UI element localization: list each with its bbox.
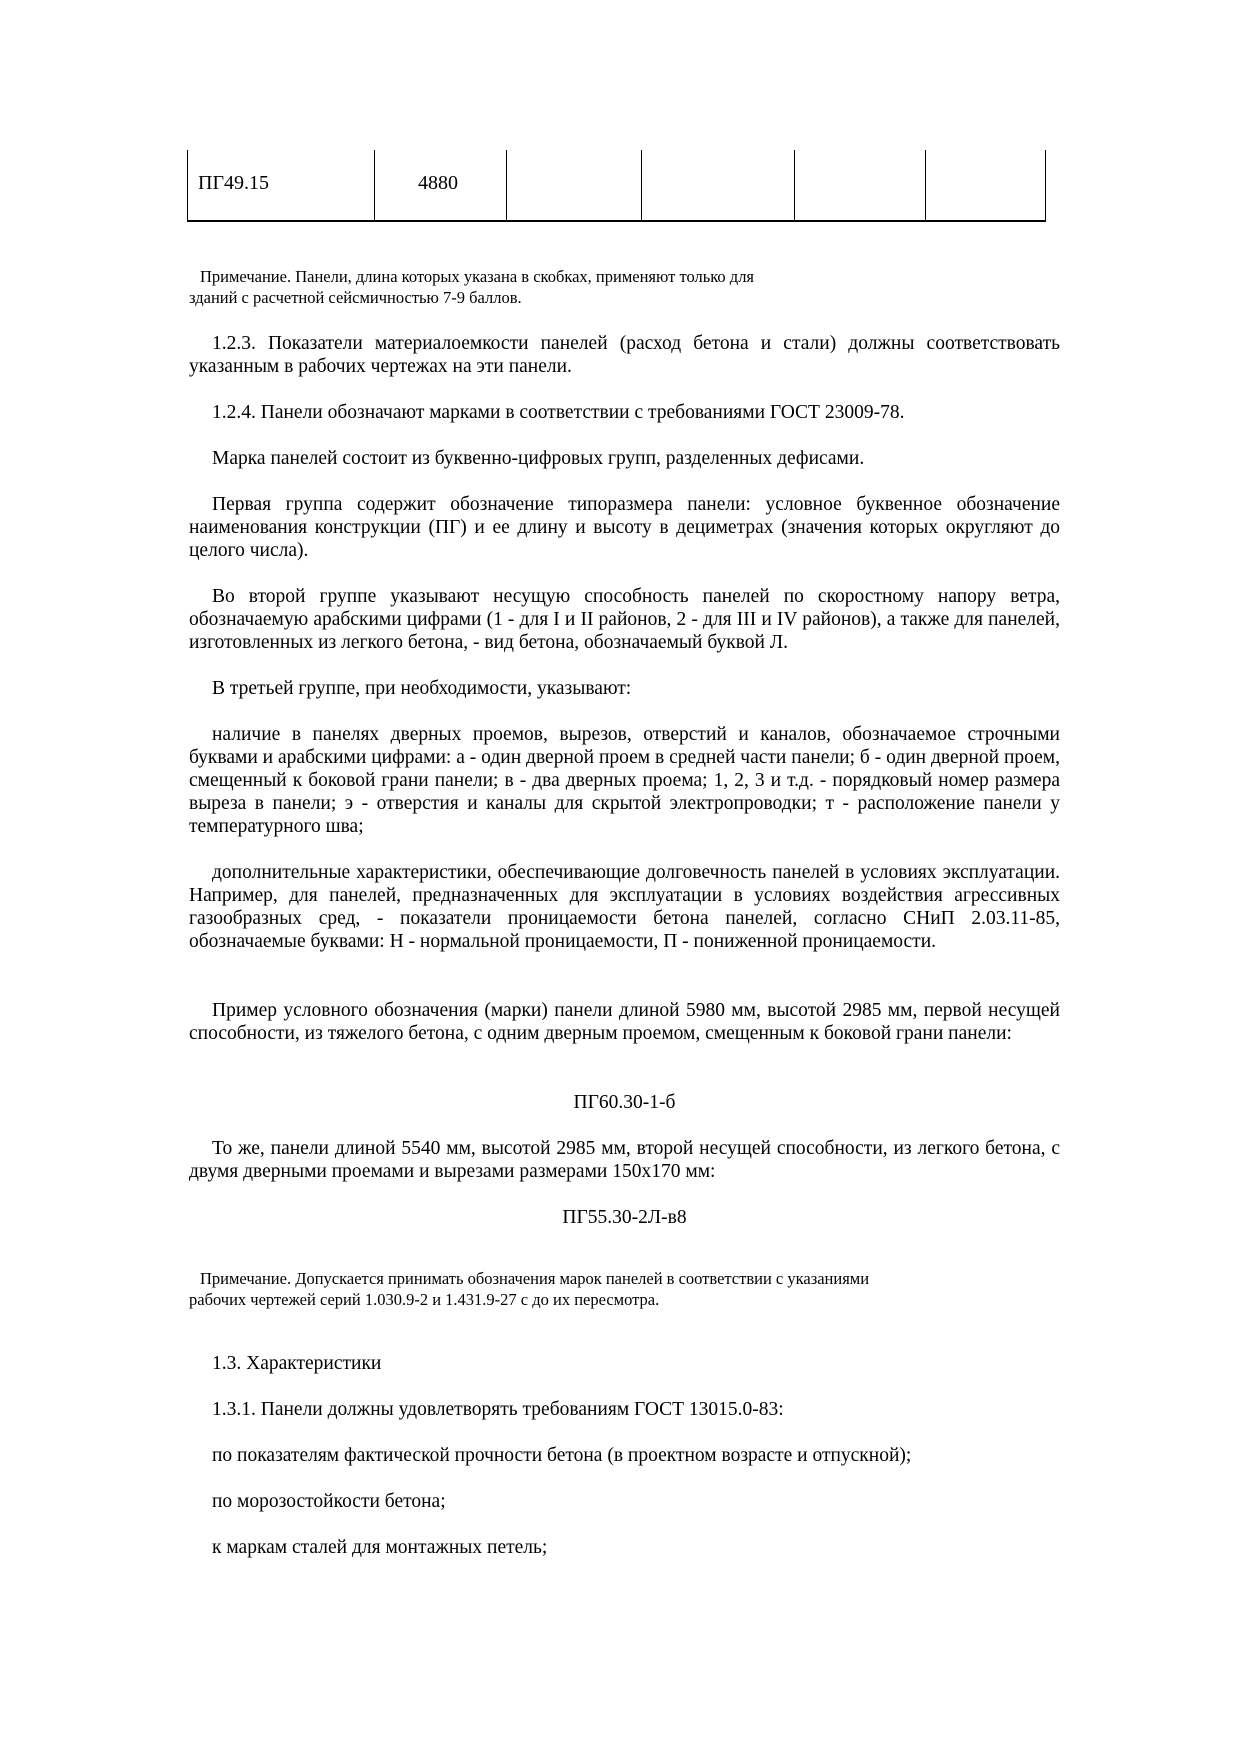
note-line: зданий с расчетной сейсмичностью 7-9 баллов.	[189, 288, 522, 307]
paragraph-mark-structure: Марка панелей состоит из буквенно-цифровых групп, разделенных дефисами.	[212, 448, 865, 469]
table-cell-empty	[507, 150, 642, 221]
paragraph-1-2-3: 1.2.3. Показатели материалоемкости панелей (расход бетона и стали) должны соответствовать указанным в рабочих чертежах на эти панели.	[189, 333, 1060, 377]
list-item-steel: к маркам сталей для монтажных петель;	[212, 1537, 548, 1558]
note-line: рабочих чертежей серий 1.030.9-2 и 1.431.9-27 с до их пересмотра.	[189, 1290, 660, 1309]
paragraph-first-group: Первая группа содержит обозначение типоразмера панели: условное буквенное обозначение наименования конструкции (ПГ) и ее длину и высоту в дециметрах (значения которых округляют до целого числа).	[189, 494, 1060, 561]
paragraph-openings: наличие в панелях дверных проемов, вырезов, отверстий и каналов, обозначаемое строчными буквами и арабскими цифрами: а - один дверной проем в средней части панели; б - один дверной проем, смещенный к боковой грани панели; в - два дверных проема; 1, 2, 3 и т.д. - порядковый номер размера выреза в панели; э - отверстия и каналы для скрытой электропроводки; т - расположение панели у температурного шва;	[189, 724, 1060, 837]
list-item-strength: по показателям фактической прочности бетона (в проектном возрасте и отпускной);	[212, 1445, 912, 1466]
note-line: Примечание. Допускается принимать обозначения марок панелей в соответствии с указаниями	[200, 1269, 870, 1288]
cell-text-mark: ПГ49.15	[198, 172, 270, 194]
table-cell-empty	[926, 150, 1046, 221]
paragraph-second-group: Во второй группе указывают несущую способность панелей по скоростному напору ветра, обозначаемую арабскими цифрами (1 - для I и II районов, 2 - для III и IV районов), а также для панелей, изготовленных из легкого бетона, - вид бетона, обозначаемый буквой Л.	[189, 586, 1060, 653]
note-seismic	[189, 266, 754, 308]
table-cell-length	[375, 150, 507, 221]
table-cell-mark	[188, 150, 375, 221]
note-line: Примечание. Панели, длина которых указана в скобках, применяют только для	[200, 267, 755, 286]
section-heading: 1.3. Характеристики	[212, 1353, 382, 1374]
cell-text-length: 4880	[418, 172, 458, 194]
mark-example-2: ПГ55.30-2Л-в8	[562, 1207, 687, 1228]
panel-table-fragment	[187, 150, 1046, 222]
paragraph-additional: дополнительные характеристики, обеспечивающие долговечность панелей в условиях эксплуатации. Например, для панелей, предназначенных для эксплуатации в условиях воздействия агрессивных газообразных сред, - показатели проницаемости бетона панелей, согласно СНиП 2.03.11-85, обозначаемые буквами: Н - нормальной проницаемости, П - пониженной проницаемости.	[189, 862, 1060, 952]
table-cell-empty	[642, 150, 795, 221]
paragraph-same: То же, панели длиной 5540 мм, высотой 2985 мм, второй несущей способности, из легкого бетона, с двумя дверными проемами и вырезами размерами 150х170 мм:	[189, 1138, 1060, 1182]
mark-example-1: ПГ60.30-1-б	[573, 1092, 676, 1113]
paragraph-1-3-1: 1.3.1. Панели должны удовлетворять требованиям ГОСТ 13015.0-83:	[212, 1399, 784, 1420]
list-item-frost: по морозостойкости бетона;	[212, 1491, 446, 1512]
note-series	[189, 1268, 869, 1310]
table-cell-empty	[795, 150, 926, 221]
paragraph-1-2-4: 1.2.4. Панели обозначают марками в соответствии с требованиями ГОСТ 23009-78.	[212, 402, 905, 423]
paragraph-example: Пример условного обозначения (марки) панели длиной 5980 мм, высотой 2985 мм, первой несущей способности, из тяжелого бетона, с одним дверным проемом, смещенным к боковой грани панели:	[189, 1000, 1060, 1044]
table-row	[188, 150, 1046, 221]
paragraph-third-group: В третьей группе, при необходимости, указывают:	[212, 678, 632, 699]
